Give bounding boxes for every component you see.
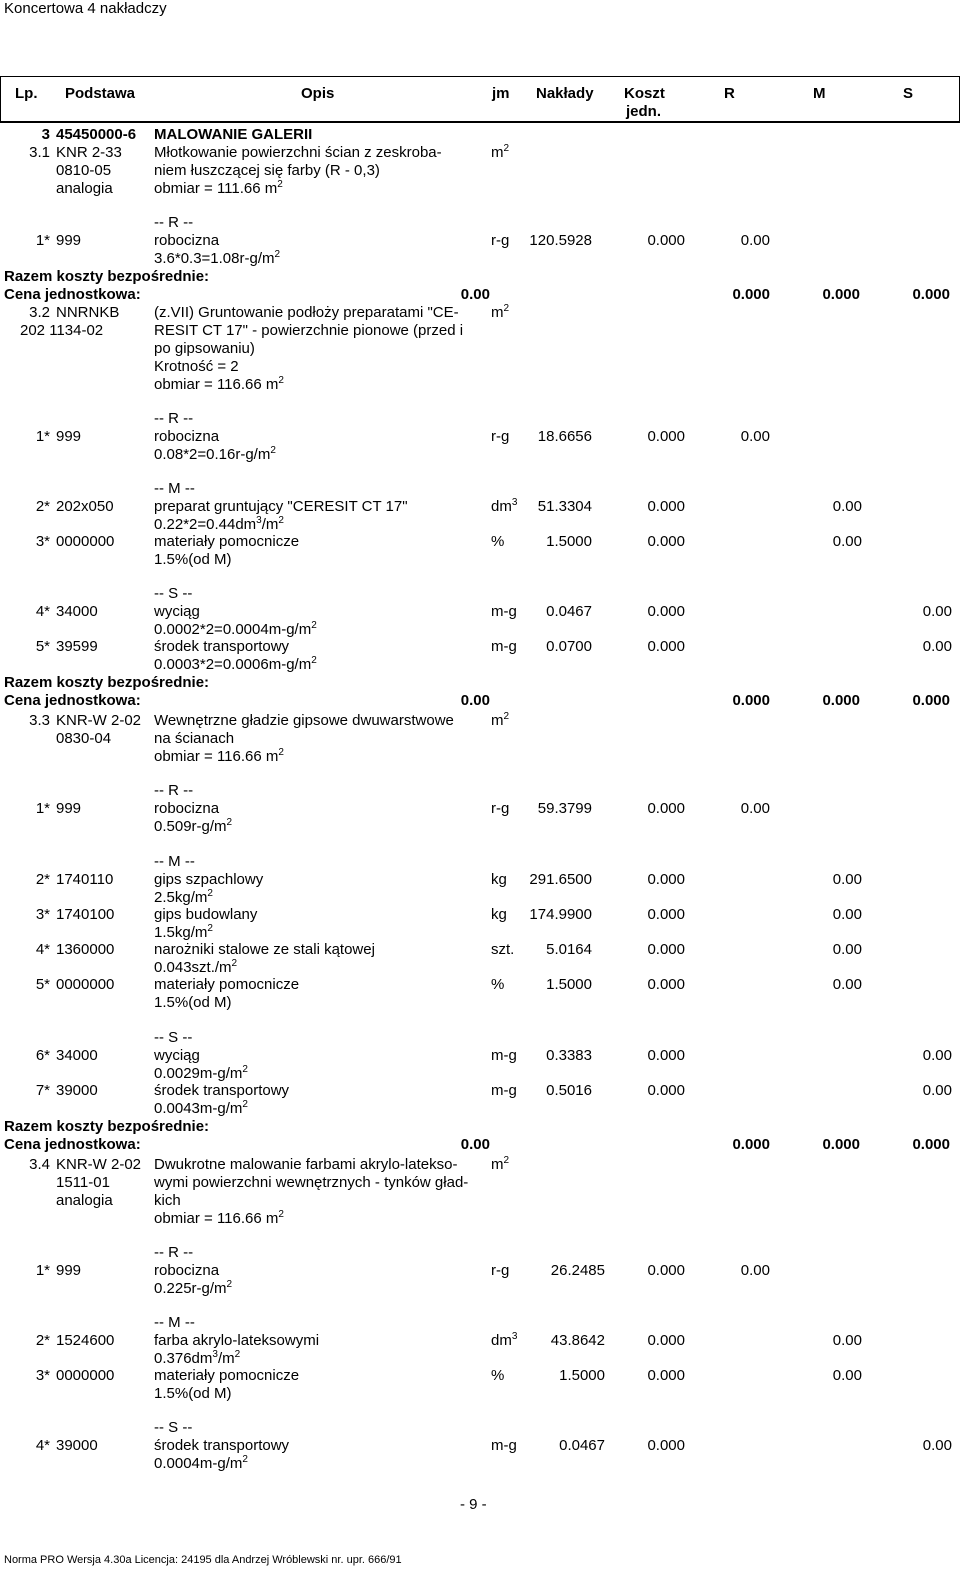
position-basis: 202 1134-02 bbox=[20, 322, 104, 339]
resource-unit: $dm^3$ bbox=[491, 1331, 518, 1349]
group-label-m: -- M -- bbox=[154, 1314, 195, 1331]
resource-code: 0000000 bbox=[56, 1367, 115, 1384]
resource-unit: kg bbox=[491, 871, 507, 888]
table-header bbox=[0, 76, 960, 123]
unit-price-label: Cena jednostkowa: bbox=[4, 1136, 141, 1153]
resource-name: robocizna bbox=[154, 428, 220, 445]
resource-lp: 4* bbox=[35, 1437, 50, 1454]
resource-name: środek transportowy bbox=[154, 1437, 290, 1454]
position-unit: $m^2$ bbox=[491, 711, 510, 729]
direct-costs-label: Razem koszty bezpośrednie: bbox=[4, 1118, 210, 1135]
resource-amount: 51.3304 bbox=[537, 498, 592, 515]
page-number: - 9 - bbox=[460, 1496, 487, 1513]
position-basis: 0830-04 bbox=[56, 730, 112, 747]
position-basis: 0810-05 bbox=[56, 162, 112, 179]
position-unit: $m^2$ bbox=[491, 143, 510, 161]
resource-lp: 6* bbox=[35, 1047, 50, 1064]
resource-calc: $3.6*0.3=1.08r-g/m^2$ bbox=[154, 249, 281, 267]
group-label-r: -- R -- bbox=[154, 410, 194, 427]
resource-price: 0.000 bbox=[647, 1082, 685, 1099]
section-code: 45450000-6 bbox=[56, 126, 137, 143]
resource-unit: r-g bbox=[491, 1262, 510, 1279]
resource-unit: m-g bbox=[491, 1082, 517, 1099]
resource-m: 0.00 bbox=[832, 533, 862, 550]
resource-name: robocizna bbox=[154, 232, 220, 249]
resource-r: 0.00 bbox=[740, 1262, 770, 1279]
unit-price-m: 0.000 bbox=[822, 286, 860, 303]
position-desc: Krotność = 2 bbox=[154, 358, 239, 375]
resource-calc: $0.0003*2=0.0006m-g/m^2$ bbox=[154, 655, 317, 673]
resource-m: 0.00 bbox=[832, 871, 862, 888]
resource-price: 0.000 bbox=[647, 800, 685, 817]
group-label-s: -- S -- bbox=[154, 1029, 193, 1046]
resource-price: 0.000 bbox=[647, 1367, 685, 1384]
resource-code: 39000 bbox=[56, 1082, 98, 1099]
resource-name: gips szpachlowy bbox=[154, 871, 264, 888]
resource-calc: 1.5%(od M) bbox=[154, 1385, 232, 1402]
unit-price-r: 0.000 bbox=[732, 1136, 770, 1153]
resource-lp: 2* bbox=[35, 1332, 50, 1349]
resource-amount: 26.2485 bbox=[550, 1262, 605, 1279]
resource-name: wyciąg bbox=[154, 603, 200, 620]
resource-unit: m-g bbox=[491, 1437, 517, 1454]
position-basis: KNR-W 2-02 bbox=[56, 712, 142, 729]
resource-m: 0.00 bbox=[832, 906, 862, 923]
resource-code: 1524600 bbox=[56, 1332, 115, 1349]
col-r: R bbox=[724, 85, 735, 102]
col-podstawa: Podstawa bbox=[65, 85, 136, 102]
unit-price-s: 0.000 bbox=[912, 1136, 950, 1153]
resource-price: 0.000 bbox=[647, 428, 685, 445]
resource-s: 0.00 bbox=[922, 1047, 952, 1064]
resource-name: środek transportowy bbox=[154, 638, 290, 655]
resource-name: materiały pomocnicze bbox=[154, 533, 300, 550]
group-label-s: -- S -- bbox=[154, 585, 193, 602]
resource-name: materiały pomocnicze bbox=[154, 1367, 300, 1384]
resource-lp: 2* bbox=[35, 498, 50, 515]
resource-m: 0.00 bbox=[832, 1332, 862, 1349]
resource-m: 0.00 bbox=[832, 1367, 862, 1384]
resource-lp: 5* bbox=[35, 638, 50, 655]
resource-lp: 1* bbox=[35, 1262, 50, 1279]
resource-lp: 3* bbox=[35, 906, 50, 923]
unit-price-r: 0.000 bbox=[732, 692, 770, 709]
resource-amount: 291.6500 bbox=[529, 871, 592, 888]
resource-lp: 2* bbox=[35, 871, 50, 888]
resource-s: 0.00 bbox=[922, 638, 952, 655]
resource-lp: 3* bbox=[35, 533, 50, 550]
resource-price: 0.000 bbox=[647, 871, 685, 888]
resource-code: 34000 bbox=[56, 1047, 98, 1064]
resource-amount: 1.5000 bbox=[546, 976, 592, 993]
position-desc: (z.VII) Gruntowanie podłoży preparatami "CE- bbox=[154, 304, 459, 321]
resource-code: 39599 bbox=[56, 638, 98, 655]
resource-unit: % bbox=[491, 976, 505, 993]
resource-unit: m-g bbox=[491, 603, 517, 620]
resource-price: 0.000 bbox=[647, 906, 685, 923]
resource-lp: 4* bbox=[35, 603, 50, 620]
position-lp: 3.2 bbox=[29, 304, 50, 321]
resource-code: 1740100 bbox=[56, 906, 115, 923]
resource-name: preparat gruntujący "CERESIT CT 17" bbox=[154, 498, 408, 515]
resource-lp: 7* bbox=[35, 1082, 50, 1099]
unit-price-label: Cena jednostkowa: bbox=[4, 286, 141, 303]
resource-code: 0000000 bbox=[56, 976, 115, 993]
resource-m: 0.00 bbox=[832, 498, 862, 515]
resource-m: 0.00 bbox=[832, 941, 862, 958]
resource-unit: kg bbox=[491, 906, 507, 923]
resource-unit: m-g bbox=[491, 638, 517, 655]
resource-amount: 18.6656 bbox=[537, 428, 592, 445]
position-lp: 3.1 bbox=[29, 144, 50, 161]
col-jm: jm bbox=[492, 85, 510, 102]
resource-price: 0.000 bbox=[647, 498, 685, 515]
direct-costs-label: Razem koszty bezpośrednie: bbox=[4, 674, 210, 691]
resource-calc: $0.043szt./m^2$ bbox=[154, 958, 238, 976]
section-name: MALOWANIE GALERII bbox=[154, 126, 313, 143]
col-s: S bbox=[903, 85, 914, 102]
position-unit: $m^2$ bbox=[491, 303, 510, 321]
position-lp: 3.4 bbox=[29, 1156, 50, 1173]
resource-amount: 59.3799 bbox=[537, 800, 592, 817]
position-desc: po gipsowaniu) bbox=[154, 340, 255, 357]
resource-unit: r-g bbox=[491, 428, 510, 445]
position-desc: niem łuszczącej się farby (R - 0,3) bbox=[154, 162, 380, 179]
resource-code: 1360000 bbox=[56, 941, 115, 958]
resource-amount: 0.0467 bbox=[546, 603, 592, 620]
group-label-m: -- M -- bbox=[154, 480, 195, 497]
resource-unit: % bbox=[491, 533, 505, 550]
resource-price: 0.000 bbox=[647, 976, 685, 993]
resource-code: 999 bbox=[56, 232, 82, 249]
resource-calc: $0.225r-g/m^2$ bbox=[154, 1279, 233, 1297]
group-label-r: -- R -- bbox=[154, 782, 194, 799]
resource-calc: $0.0002*2=0.0004m-g/m^2$ bbox=[154, 620, 317, 638]
unit-price-total: 0.00 bbox=[460, 1136, 490, 1153]
col-koszt: Koszt bbox=[624, 85, 665, 102]
resource-price: 0.000 bbox=[647, 603, 685, 620]
unit-price-total: 0.00 bbox=[460, 286, 490, 303]
resource-lp: 1* bbox=[35, 428, 50, 445]
position-desc: na ścianach bbox=[154, 730, 235, 747]
position-unit: $m^2$ bbox=[491, 1155, 510, 1173]
resource-amount: 0.0467 bbox=[559, 1437, 605, 1454]
unit-price-total: 0.00 bbox=[460, 692, 490, 709]
position-basis: KNR 2-33 bbox=[56, 144, 122, 161]
resource-calc: $1.5kg/m^2$ bbox=[154, 923, 213, 941]
resource-calc: 1.5%(od M) bbox=[154, 551, 232, 568]
unit-price-m: 0.000 bbox=[822, 692, 860, 709]
position-lp: 3.3 bbox=[29, 712, 50, 729]
resource-lp: 4* bbox=[35, 941, 50, 958]
resource-r: 0.00 bbox=[740, 232, 770, 249]
resource-amount: 43.8642 bbox=[550, 1332, 605, 1349]
resource-lp: 1* bbox=[35, 232, 50, 249]
direct-costs-label: Razem koszty bezpośrednie: bbox=[4, 268, 210, 285]
resource-calc: $0.509r-g/m^2$ bbox=[154, 817, 233, 835]
resource-r: 0.00 bbox=[740, 800, 770, 817]
resource-name: wyciąg bbox=[154, 1047, 200, 1064]
position-basis: 1511-01 bbox=[56, 1174, 110, 1191]
resource-amount: 5.0164 bbox=[546, 941, 592, 958]
resource-price: 0.000 bbox=[647, 941, 685, 958]
resource-code: 999 bbox=[56, 800, 82, 817]
resource-amount: 120.5928 bbox=[529, 232, 592, 249]
resource-calc: $0.0043m-g/m^2$ bbox=[154, 1099, 248, 1117]
col-koszt-jedn: jedn. bbox=[626, 103, 662, 120]
position-basis: analogia bbox=[56, 180, 113, 197]
resource-m: 0.00 bbox=[832, 976, 862, 993]
position-measure: obmiar = 111.66 $m^2$ bbox=[154, 179, 283, 197]
resource-name: materiały pomocnicze bbox=[154, 976, 300, 993]
position-measure: obmiar = 116.66 $m^2$ bbox=[154, 375, 284, 393]
unit-price-m: 0.000 bbox=[822, 1136, 860, 1153]
resource-name: robocizna bbox=[154, 800, 220, 817]
resource-unit: % bbox=[491, 1367, 505, 1384]
resource-calc: $0.0029m-g/m^2$ bbox=[154, 1064, 248, 1082]
col-m: M bbox=[813, 85, 826, 102]
resource-name: środek transportowy bbox=[154, 1082, 290, 1099]
group-label-r: -- R -- bbox=[154, 1244, 194, 1261]
resource-code: 1740110 bbox=[56, 871, 114, 888]
resource-s: 0.00 bbox=[922, 1082, 952, 1099]
resource-price: 0.000 bbox=[647, 1332, 685, 1349]
resource-price: 0.000 bbox=[647, 1262, 685, 1279]
group-label-s: -- S -- bbox=[154, 1419, 193, 1436]
resource-calc: $0.08*2=0.16r-g/m^2$ bbox=[154, 445, 276, 463]
resource-name: gips budowlany bbox=[154, 906, 258, 923]
resource-code: 0000000 bbox=[56, 533, 115, 550]
section-lp: 3 bbox=[41, 126, 50, 143]
resource-code: 39000 bbox=[56, 1437, 98, 1454]
group-label-m: -- M -- bbox=[154, 853, 195, 870]
unit-price-s: 0.000 bbox=[912, 692, 950, 709]
position-desc: wymi powierzchni wewnętrznych - tynków gład- bbox=[154, 1174, 469, 1191]
resource-calc: 1.5%(od M) bbox=[154, 994, 232, 1011]
resource-code: 999 bbox=[56, 1262, 82, 1279]
resource-s: 0.00 bbox=[922, 603, 952, 620]
resource-price: 0.000 bbox=[647, 533, 685, 550]
document-title: Koncertowa 4 nakładczy bbox=[4, 0, 167, 17]
group-label-r: -- R -- bbox=[154, 214, 194, 231]
resource-lp: 3* bbox=[35, 1367, 50, 1384]
position-desc: Młotkowanie powierzchni ścian z zeskroba- bbox=[154, 144, 442, 161]
resource-price: 0.000 bbox=[647, 232, 685, 249]
position-measure: obmiar = 116.66 $m^2$ bbox=[154, 1209, 284, 1227]
resource-amount: 0.0700 bbox=[546, 638, 592, 655]
footer-license: Norma PRO Wersja 4.30a Licencja: 24195 dla Andrzej Wróblewski nr. upr. 666/91 bbox=[4, 1554, 402, 1566]
resource-unit: r-g bbox=[491, 232, 510, 249]
col-opis: Opis bbox=[301, 85, 335, 102]
resource-calc: $0.376dm^3/m^2$ bbox=[154, 1349, 241, 1367]
resource-code: 999 bbox=[56, 428, 82, 445]
resource-amount: 0.3383 bbox=[546, 1047, 592, 1064]
unit-price-r: 0.000 bbox=[732, 286, 770, 303]
position-basis: KNR-W 2-02 bbox=[56, 1156, 142, 1173]
resource-amount: 0.5016 bbox=[546, 1082, 592, 1099]
position-basis: analogia bbox=[56, 1192, 113, 1209]
unit-price-label: Cena jednostkowa: bbox=[4, 692, 141, 709]
resource-calc: $0.0004m-g/m^2$ bbox=[154, 1454, 248, 1472]
resource-r: 0.00 bbox=[740, 428, 770, 445]
resource-price: 0.000 bbox=[647, 638, 685, 655]
col-naklady: Nakłady bbox=[536, 85, 594, 102]
resource-calc: $2.5kg/m^2$ bbox=[154, 888, 213, 906]
resource-unit: m-g bbox=[491, 1047, 517, 1064]
resource-calc: $0.22*2=0.44dm^3/m^2$ bbox=[154, 515, 284, 533]
resource-amount: 1.5000 bbox=[559, 1367, 605, 1384]
resource-lp: 5* bbox=[35, 976, 50, 993]
resource-unit: szt. bbox=[491, 941, 515, 958]
position-basis: NNRNKB bbox=[56, 304, 120, 321]
resource-name: narożniki stalowe ze stali kątowej bbox=[154, 941, 375, 958]
resource-unit: r-g bbox=[491, 800, 510, 817]
unit-price-s: 0.000 bbox=[912, 286, 950, 303]
resource-name: farba akrylo-lateksowymi bbox=[154, 1332, 320, 1349]
resource-price: 0.000 bbox=[647, 1437, 685, 1454]
resource-name: robocizna bbox=[154, 1262, 220, 1279]
position-measure: obmiar = 116.66 $m^2$ bbox=[154, 747, 284, 765]
resource-lp: 1* bbox=[35, 800, 50, 817]
position-desc: Wewnętrzne gładzie gipsowe dwuwarstwowe bbox=[154, 712, 454, 729]
resource-code: 34000 bbox=[56, 603, 98, 620]
position-desc: kich bbox=[154, 1192, 181, 1209]
resource-code: 202x050 bbox=[56, 498, 114, 515]
col-lp: Lp. bbox=[15, 85, 38, 102]
resource-s: 0.00 bbox=[922, 1437, 952, 1454]
resource-price: 0.000 bbox=[647, 1047, 685, 1064]
resource-amount: 174.9900 bbox=[529, 906, 592, 923]
position-desc: RESIT CT 17" - powierzchnie pionowe (przed i bbox=[154, 322, 464, 339]
position-desc: Dwukrotne malowanie farbami akrylo-latekso- bbox=[154, 1156, 458, 1173]
resource-unit: $dm^3$ bbox=[491, 497, 518, 515]
resource-amount: 1.5000 bbox=[546, 533, 592, 550]
